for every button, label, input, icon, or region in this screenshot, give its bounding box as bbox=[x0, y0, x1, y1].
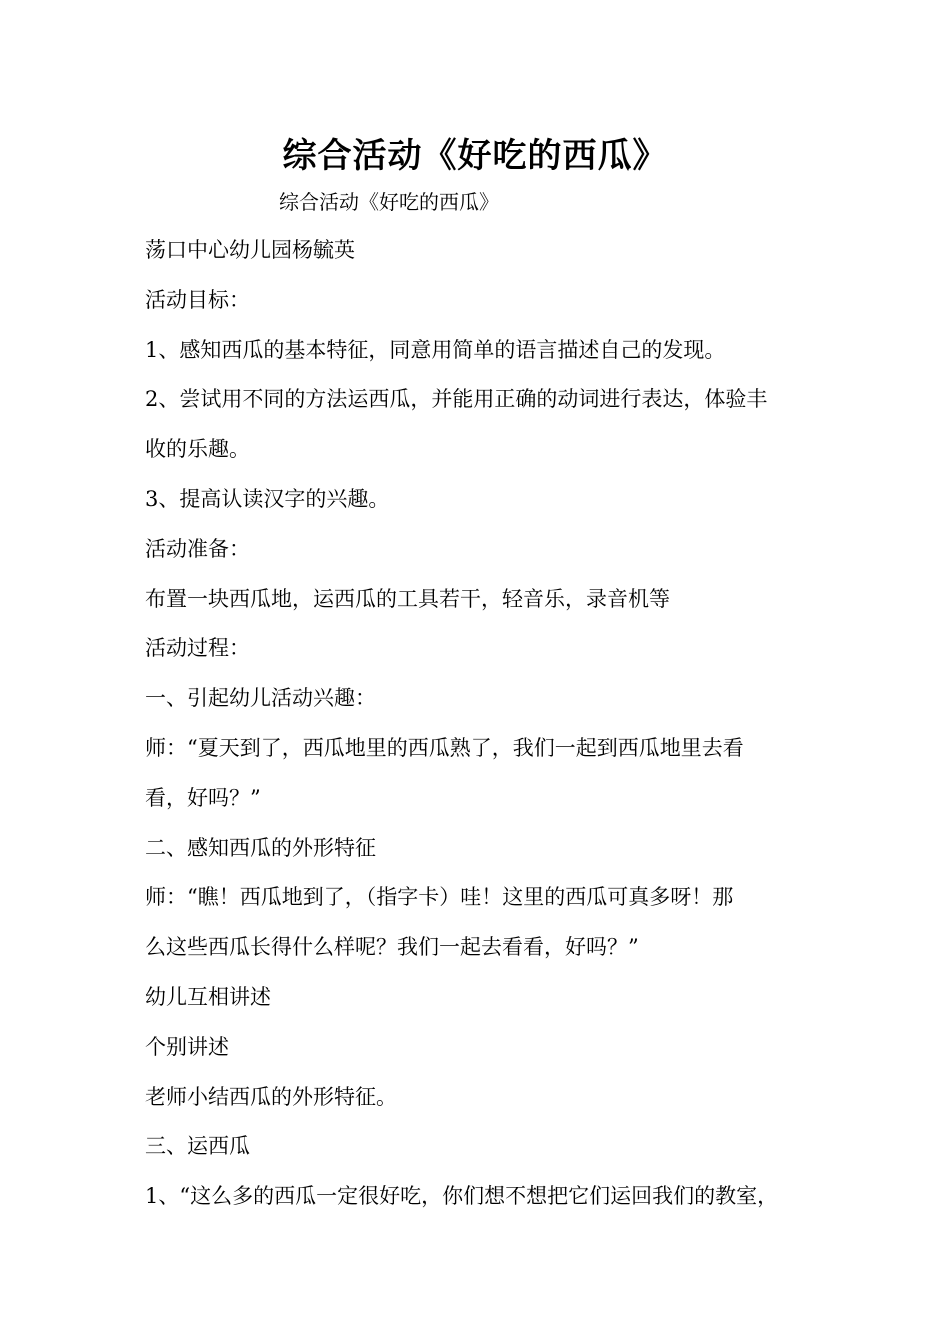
paragraph-line: 幼儿互相讲述 bbox=[145, 984, 271, 1009]
paragraph-line: 二、感知西瓜的外形特征 bbox=[145, 835, 376, 860]
author-line: 荡口中心幼儿园杨毓英 bbox=[145, 238, 355, 262]
paragraph-line: 看，好吗？” bbox=[145, 785, 261, 810]
paragraph-line: 1、感知西瓜的基本特征，同意用简单的语言描述自己的发现。 bbox=[145, 337, 726, 362]
section-heading-preparation: 活动准备： bbox=[145, 536, 250, 561]
document-title: 综合活动《好吃的西瓜》 bbox=[282, 136, 668, 176]
paragraph-line: 师：“夏天到了，西瓜地里的西瓜熟了，我们一起到西瓜地里去看 bbox=[145, 735, 744, 760]
section-heading-process: 活动过程： bbox=[145, 636, 250, 661]
paragraph-line: 收的乐趣。 bbox=[145, 437, 250, 462]
paragraph-line: 师：“瞧！西瓜地到了，（指字卡）哇！这里的西瓜可真多呀！那 bbox=[145, 885, 734, 910]
paragraph-line: 3、提高认读汉字的兴趣。 bbox=[145, 486, 390, 511]
section-heading-goals: 活动目标： bbox=[145, 287, 250, 312]
paragraph-line: 一、引起幼儿活动兴趣： bbox=[145, 686, 376, 711]
document-body bbox=[145, 231, 825, 1227]
paragraph-line: 布置一块西瓜地，运西瓜的工具若干，轻音乐，录音机等 bbox=[145, 586, 670, 611]
paragraph-line: 个别讲述 bbox=[145, 1034, 229, 1059]
paragraph-line: 么这些西瓜长得什么样呢？我们一起去看看，好吗？” bbox=[145, 935, 639, 960]
paragraph-line: 2、尝试用不同的方法运西瓜，并能用正确的动词进行表达，体验丰 bbox=[145, 387, 768, 412]
document-subtitle: 综合活动《好吃的西瓜》 bbox=[279, 190, 499, 214]
paragraph-line: 1、“这么多的西瓜一定很好吃，你们想不想把它们运回我们的教室， bbox=[145, 1184, 779, 1209]
paragraph-line: 三、运西瓜 bbox=[145, 1134, 250, 1159]
paragraph-line: 老师小结西瓜的外形特征。 bbox=[145, 1084, 397, 1109]
